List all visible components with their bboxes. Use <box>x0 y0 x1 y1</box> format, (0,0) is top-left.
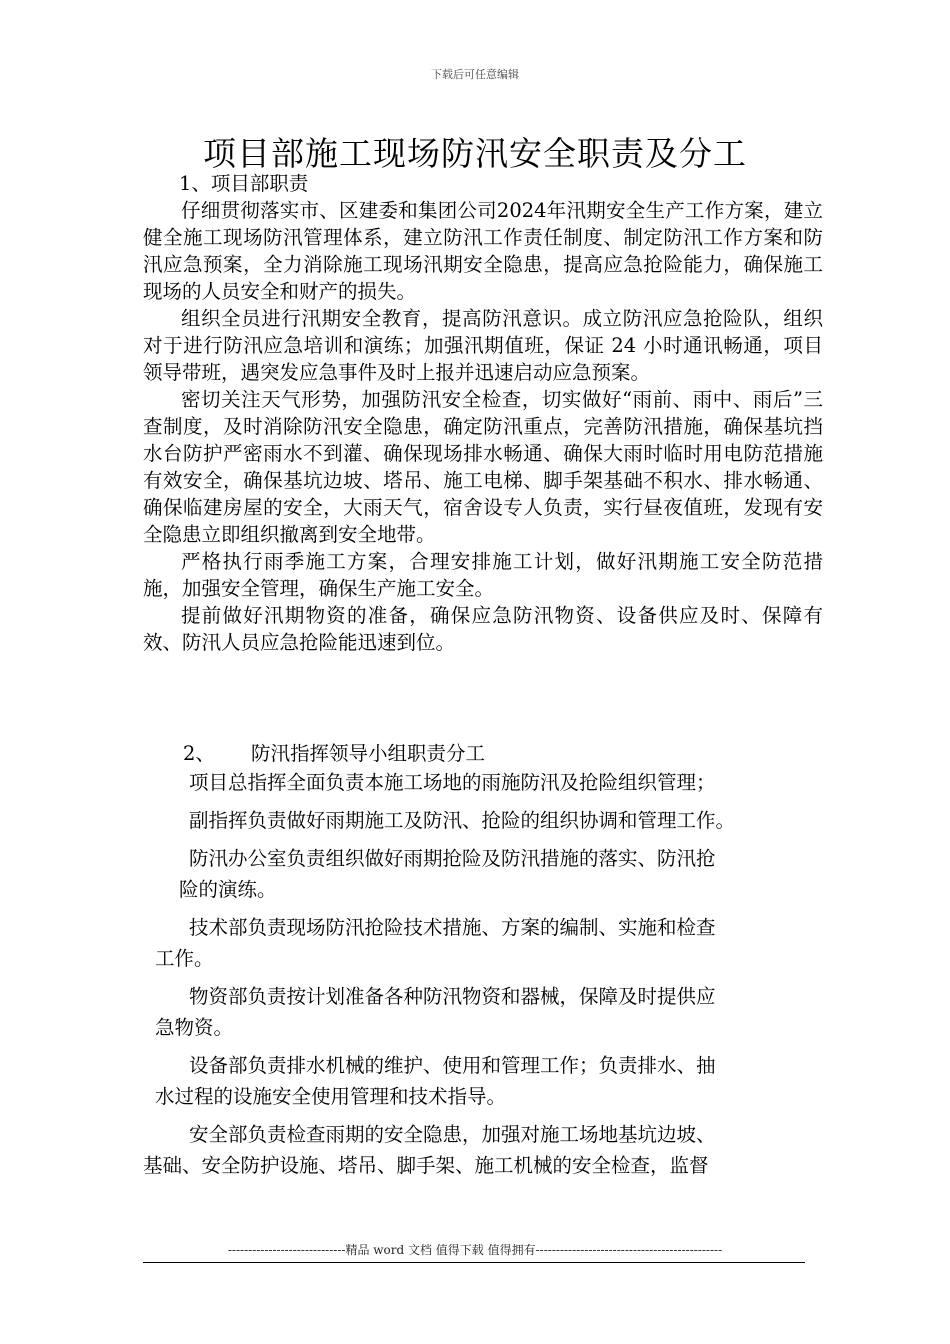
section-1-paragraph: 严格执行雨季施工方案，合理安排施工计划，做好汛期施工安全防范措施，加强安全管理，确保生产施工安全。 <box>143 550 823 600</box>
duty-item <box>143 843 823 905</box>
duty-item <box>143 805 823 836</box>
section-2-heading <box>143 740 823 767</box>
duty-item-text: 物资部负责按计划准备各种防汛物资和器械，保障及时提供应 <box>189 985 716 1008</box>
section-2 <box>143 740 823 1188</box>
duty-item-text: 设备部负责排水机械的维护、使用和管理工作；负责排水、抽 <box>189 1054 716 1077</box>
footer-text: -----------------------------精品 word 文档 值得下载 值得拥有---------------------------------------------- <box>227 1243 723 1257</box>
duty-item-text: 安全部负责检查雨期的安全隐患，加强对施工场地基坑边坡、 <box>189 1123 716 1146</box>
duty-item <box>143 767 823 798</box>
footer-divider <box>143 1262 805 1263</box>
duty-item-continuation: 工作。 <box>155 947 214 970</box>
duty-item-continuation: 水过程的设施安全使用管理和技术指导。 <box>155 1085 507 1108</box>
duty-item <box>143 1050 823 1112</box>
duty-item-continuation: 急物资。 <box>155 1016 234 1039</box>
section-2-number: 2、 <box>183 742 215 765</box>
duty-item <box>143 981 823 1043</box>
section-1-heading: 1、项目部职责 <box>179 172 309 195</box>
duty-item-text: 副指挥负责做好雨期施工及防汛、抢险的组织协调和管理工作。 <box>189 809 736 832</box>
document-title: 项目部施工现场防汛安全职责及分工 <box>203 134 747 173</box>
section-1-paragraph: 提前做好汛期物资的准备，确保应急防汛物资、设备供应及时、保障有效、防汛人员应急抢险能迅速到位。 <box>143 604 823 654</box>
duty-item-text: 技术部负责现场防汛抢险技术措施、方案的编制、实施和检查 <box>189 916 716 939</box>
duty-item <box>143 1119 823 1181</box>
section-2-title: 防汛指挥领导小组职责分工 <box>251 742 486 765</box>
duty-item-text: 项目总指挥全面负责本施工场地的雨施防汛及抢险组织管理； <box>189 771 716 794</box>
duty-item <box>143 912 823 974</box>
section-1-paragraph: 密切关注天气形势，加强防汛安全检查，切实做好“雨前、雨中、雨后”三查制度，及时消除防汛安全隐患，确定防汛重点，完善防汛措施，确保基坑挡水台防护严密雨水不到灌、确保现场排水畅通、确保大雨时临时用电防范措施有效安全，确保基坑边坡、塔吊、施工电梯、脚手架基础不积水、排水畅通、确保临建房屋的安全，大雨天气，宿舍设专人负责，实行昼夜值班，发现有安全隐患立即组织撤离到安全地带。 <box>143 388 823 546</box>
duty-item-continuation: 基础、安全防护设施、塔吊、脚手架、施工机械的安全检查，监督 <box>143 1154 709 1177</box>
duty-item-text: 防汛办公室负责组织做好雨期抢险及防汛措施的落实、防汛抢 <box>189 847 716 870</box>
section-1-paragraph: 仔细贯彻落实市、区建委和集团公司2024年汛期安全生产工作方案，建立健全施工现场防汛管理体系，建立防汛工作责任制度、制定防汛工作方案和防汛应急预案，全力消除施工现场汛期安全隐患，提高应急抢险能力，确保施工现场的人员安全和财产的损失。 <box>143 199 823 303</box>
section-1-paragraph: 组织全员进行汛期安全教育，提高防汛意识。成立防汛应急抢险队，组织对于进行防汛应急培训和演练；加强汛期值班，保证 24 小时通讯畅通，项目领导带班，遇突发应急事件及时上报并迅速启动应急预案。 <box>143 307 823 384</box>
section-1 <box>143 170 823 656</box>
duty-item-continuation: 险的演练。 <box>179 878 277 901</box>
header-note: 下载后可任意编辑 <box>431 68 519 81</box>
